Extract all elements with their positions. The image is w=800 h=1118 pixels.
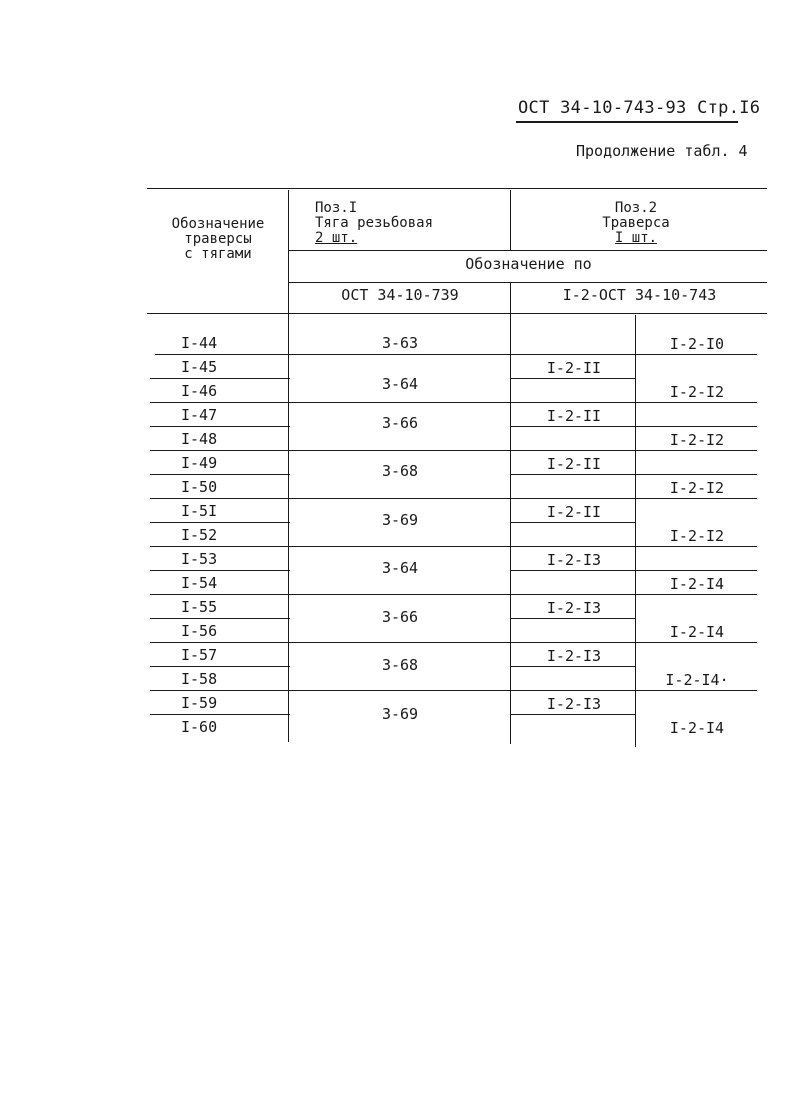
row-label: I-59: [181, 694, 218, 712]
row-label: I-58: [181, 670, 218, 688]
pos1-name: Тяга резьбовая: [315, 215, 434, 231]
row-line: [150, 666, 290, 667]
pos1-header: [315, 201, 433, 246]
pos1-title: Поз.I: [315, 200, 358, 216]
traverse-cell: I-2-I4: [669, 719, 725, 737]
tyaga-cell: 3-69: [381, 705, 419, 723]
traverse-cell: I-2-II: [546, 407, 602, 425]
traverse-cell: I-2-II: [546, 359, 602, 377]
row-line: [150, 522, 290, 523]
document-number: ОСТ 34-10-743-93 Стр.I6: [518, 98, 761, 118]
traverse-cell: I-2-I3: [546, 695, 602, 713]
row-line: [510, 474, 757, 475]
row-line: [150, 450, 757, 451]
row-line: [155, 354, 757, 355]
row-line: [510, 378, 635, 379]
row-label: I-44: [181, 334, 218, 352]
row-label: I-53: [181, 550, 218, 568]
traverse-cell: I-2-I3: [546, 599, 602, 617]
designation-header-line-1: Обозначение: [171, 216, 265, 232]
row-line: [150, 546, 757, 547]
traverse-cell: I-2-I2: [669, 479, 725, 497]
designation-header-line-3: с тягами: [184, 246, 252, 262]
traverse-cell: I-2-I4: [669, 623, 725, 641]
row-line: [510, 666, 635, 667]
row-label: I-56: [181, 622, 218, 640]
row-label: I-49: [181, 454, 218, 472]
row-line: [150, 402, 757, 403]
pos-header-divider: [288, 250, 767, 251]
header-bottom-border: [147, 313, 767, 314]
pos2-title: Поз.2: [614, 200, 658, 216]
row-line: [150, 378, 290, 379]
column-divider-2: [510, 190, 511, 250]
row-line: [150, 570, 290, 571]
row-label: I-52: [181, 526, 218, 544]
row-line: [150, 474, 290, 475]
tyaga-cell: 3-66: [381, 608, 419, 626]
pos2-header: [566, 201, 706, 246]
table-continuation-caption: Продолжение табл. 4: [576, 142, 748, 160]
pos1-qty: 2 шт.: [315, 230, 358, 246]
traverse-cell: I-2-I2: [669, 431, 725, 449]
row-line: [150, 642, 757, 643]
traverse-cell: I-2-I0: [669, 335, 725, 353]
row-line: [150, 426, 290, 427]
standard-2-header: I-2-ОСТ 34-10-743: [562, 286, 717, 304]
traverse-cell: I-2-I3: [546, 647, 602, 665]
standard-1-header: ОСТ 34-10-739: [341, 286, 459, 304]
row-label: I-45: [181, 358, 218, 376]
tyaga-cell: 3-66: [381, 414, 419, 432]
traverse-cell: I-2-I3: [546, 551, 602, 569]
document-number-underline: [516, 121, 738, 123]
row-label: I-46: [181, 382, 218, 400]
designation-by-header: Обозначение по: [465, 255, 592, 273]
pos2-name: Траверса: [602, 215, 670, 231]
row-line: [150, 714, 290, 715]
traverse-cell: I-2-II: [546, 455, 602, 473]
row-line: [510, 618, 635, 619]
table-top-border: [147, 188, 767, 189]
traverse-cell: I-2-II: [546, 503, 602, 521]
row-line: [150, 498, 757, 499]
row-label: I-5I: [181, 502, 218, 520]
tyaga-cell: 3-64: [381, 375, 419, 393]
row-line: [510, 522, 635, 523]
row-line: [510, 714, 635, 715]
row-line: [150, 618, 290, 619]
tyaga-cell: 3-63: [381, 334, 419, 352]
tyaga-cell: 3-68: [381, 462, 419, 480]
designation-header: [148, 217, 288, 262]
traverse-cell: I-2-I2: [669, 383, 725, 401]
column-divider-3: [635, 315, 636, 747]
traverse-cell: I-2-I4·: [665, 671, 729, 689]
row-label: I-47: [181, 406, 218, 424]
row-label: I-55: [181, 598, 218, 616]
tyaga-cell: 3-64: [381, 559, 419, 577]
traverse-cell: I-2-I2: [669, 527, 725, 545]
designation-divider: [288, 282, 767, 283]
row-label: I-54: [181, 574, 218, 592]
row-label: I-48: [181, 430, 218, 448]
pos2-qty: I шт.: [614, 230, 658, 246]
designation-header-line-2: траверсы: [184, 231, 252, 247]
row-line: [150, 690, 757, 691]
row-line: [510, 570, 757, 571]
row-line: [150, 594, 757, 595]
tyaga-cell: 3-69: [381, 511, 419, 529]
tyaga-cell: 3-68: [381, 656, 419, 674]
row-label: I-50: [181, 478, 218, 496]
traverse-cell: I-2-I4: [669, 575, 725, 593]
row-line: [510, 426, 757, 427]
row-label: I-60: [181, 718, 218, 736]
row-label: I-57: [181, 646, 218, 664]
